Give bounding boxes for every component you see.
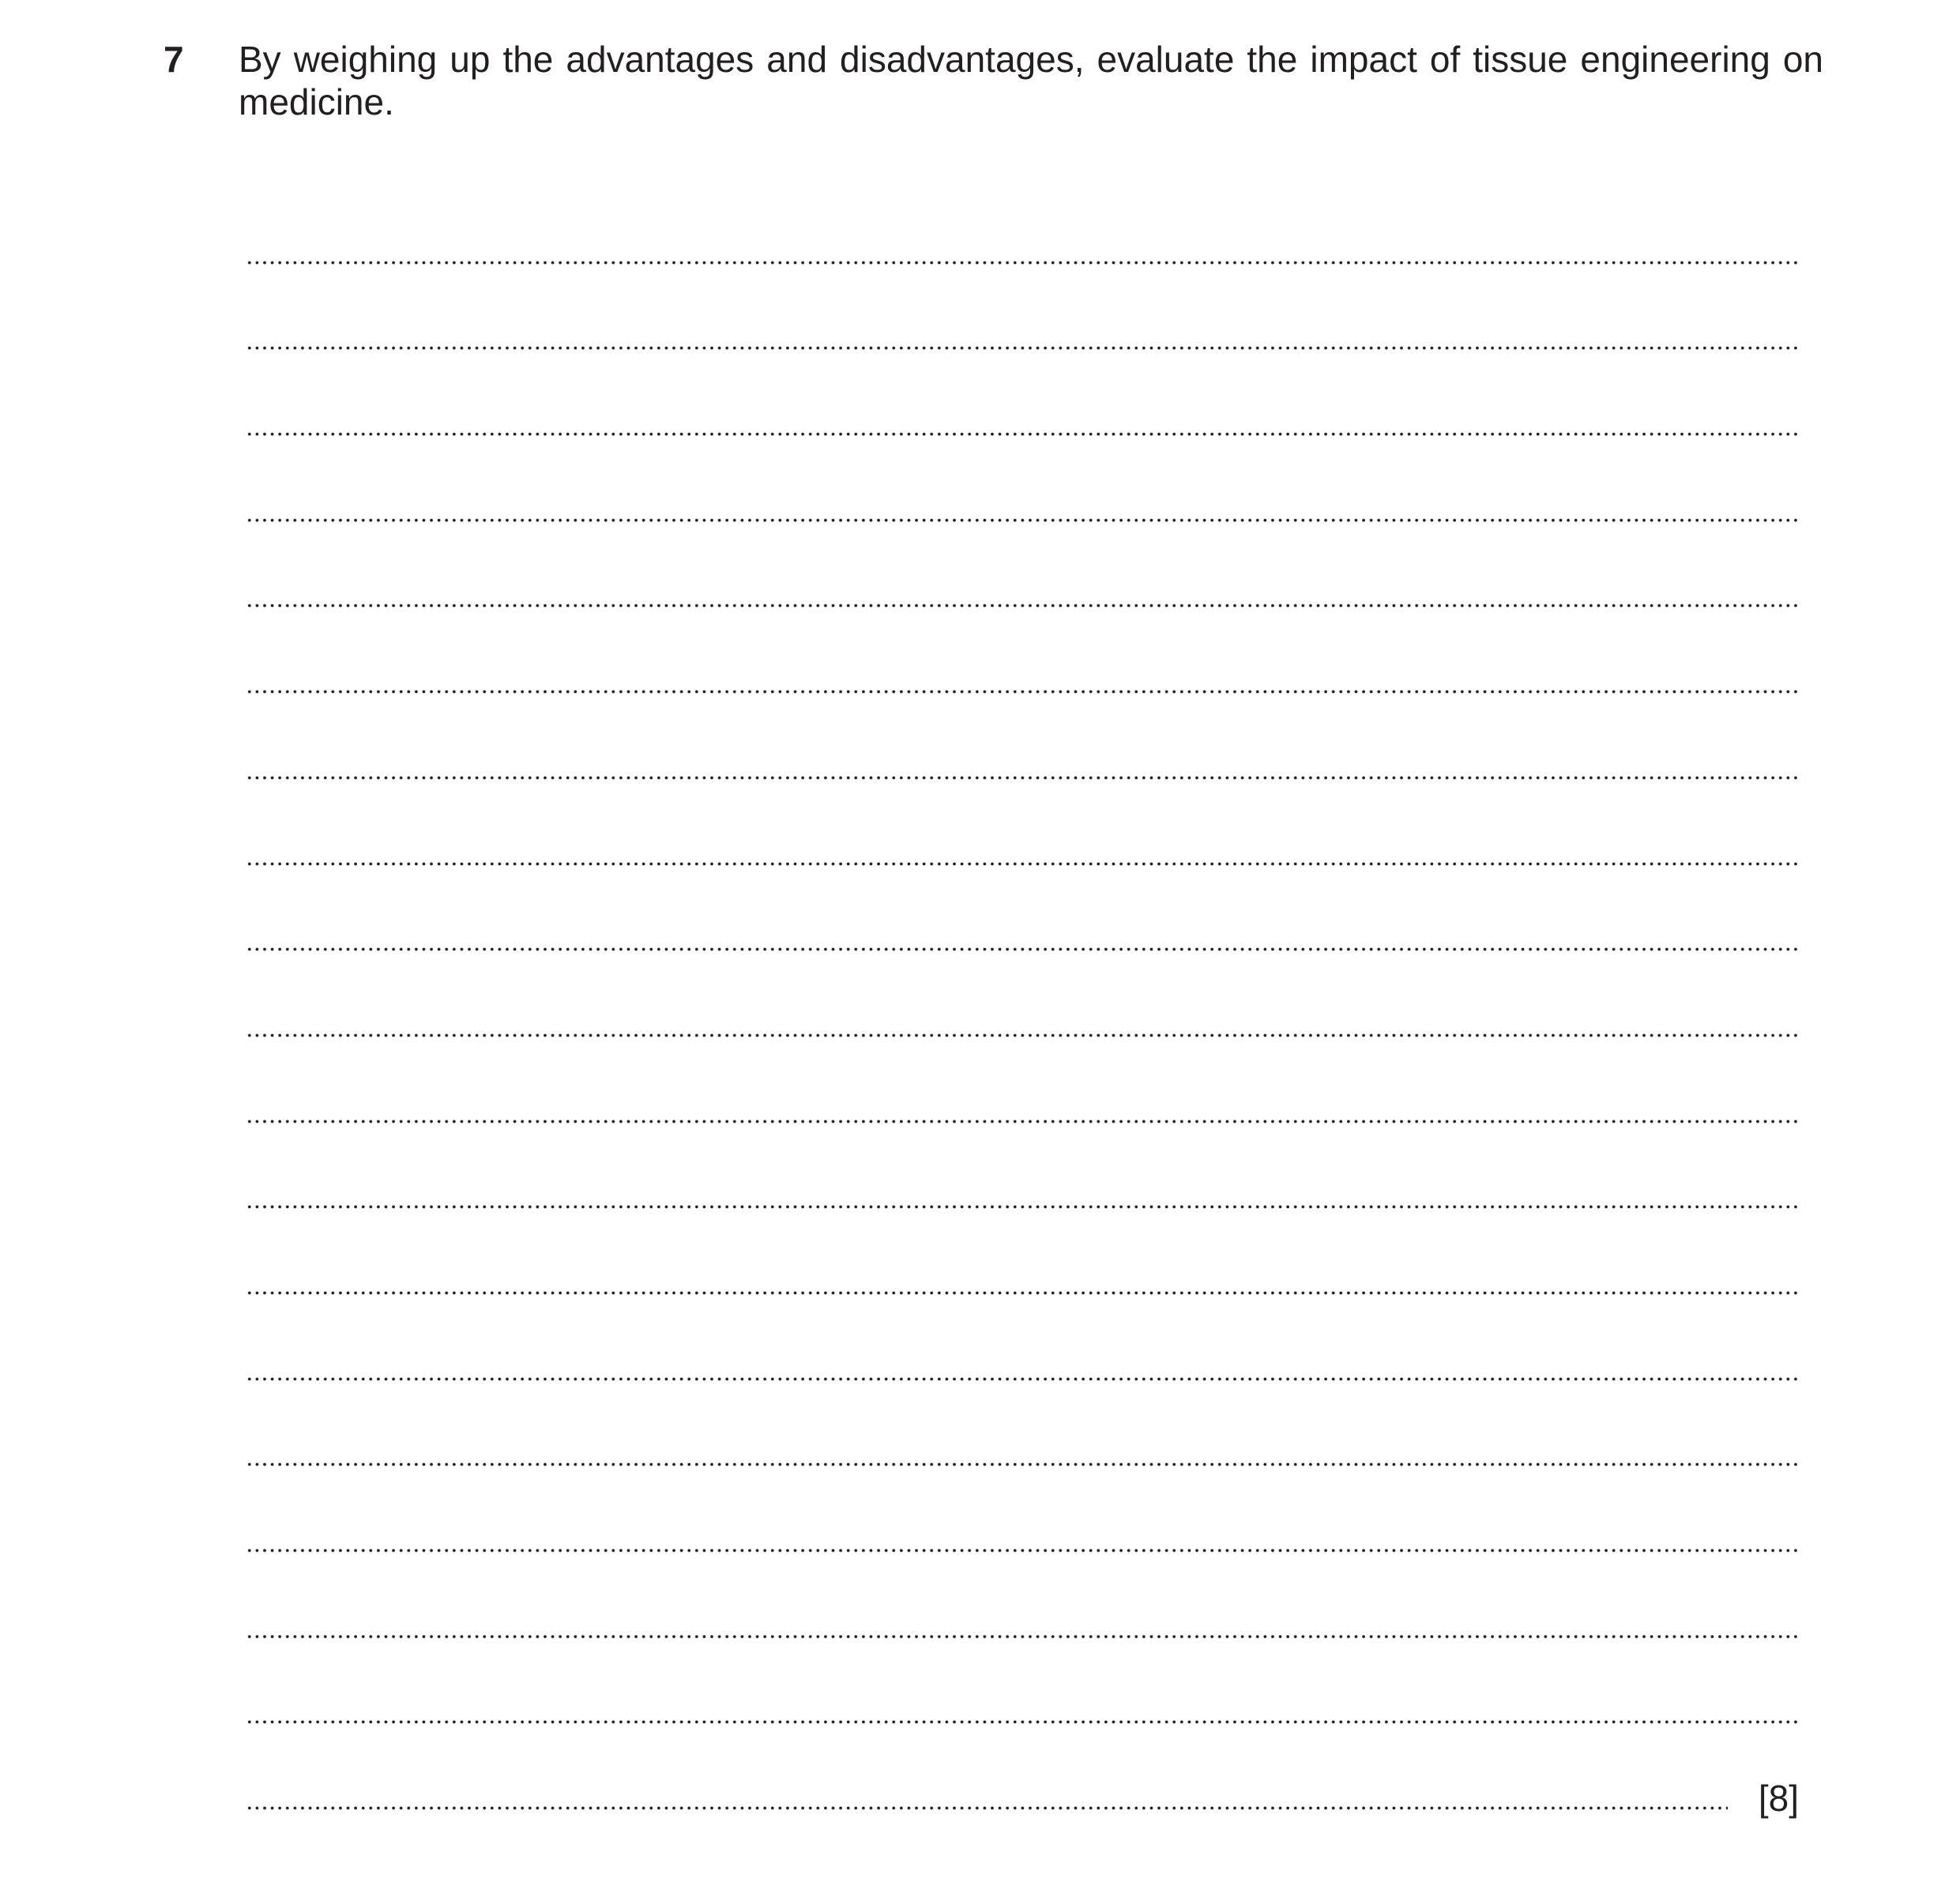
answer-line[interactable] [246,350,1799,436]
answer-line[interactable] [246,1381,1799,1467]
answer-line[interactable] [246,866,1799,952]
answer-line[interactable] [246,265,1799,351]
answer-line[interactable] [246,1295,1799,1381]
marks-label: [8] [1758,1778,1799,1820]
question-text: By weighing up the advantages and disadvantages, evaluate the impact of tissue engineering on medicine. [239,39,1823,122]
answer-line[interactable] [246,522,1799,608]
question-number: 7 [164,39,184,80]
answer-line[interactable] [246,436,1799,522]
answer-line[interactable] [246,951,1799,1037]
answer-line[interactable] [246,1466,1799,1552]
dotted-rule [246,1806,1728,1810]
answer-line[interactable] [246,780,1799,866]
answer-line[interactable] [246,1639,1799,1725]
answer-line[interactable] [246,179,1799,265]
answer-line[interactable] [246,608,1799,694]
answer-area[interactable] [246,179,1799,1820]
answer-line[interactable] [246,1724,1799,1820]
answer-line[interactable] [246,1552,1799,1639]
answer-line[interactable] [246,1209,1799,1295]
answer-line[interactable] [246,1037,1799,1123]
answer-line[interactable] [246,1123,1799,1210]
answer-line[interactable] [246,694,1799,780]
